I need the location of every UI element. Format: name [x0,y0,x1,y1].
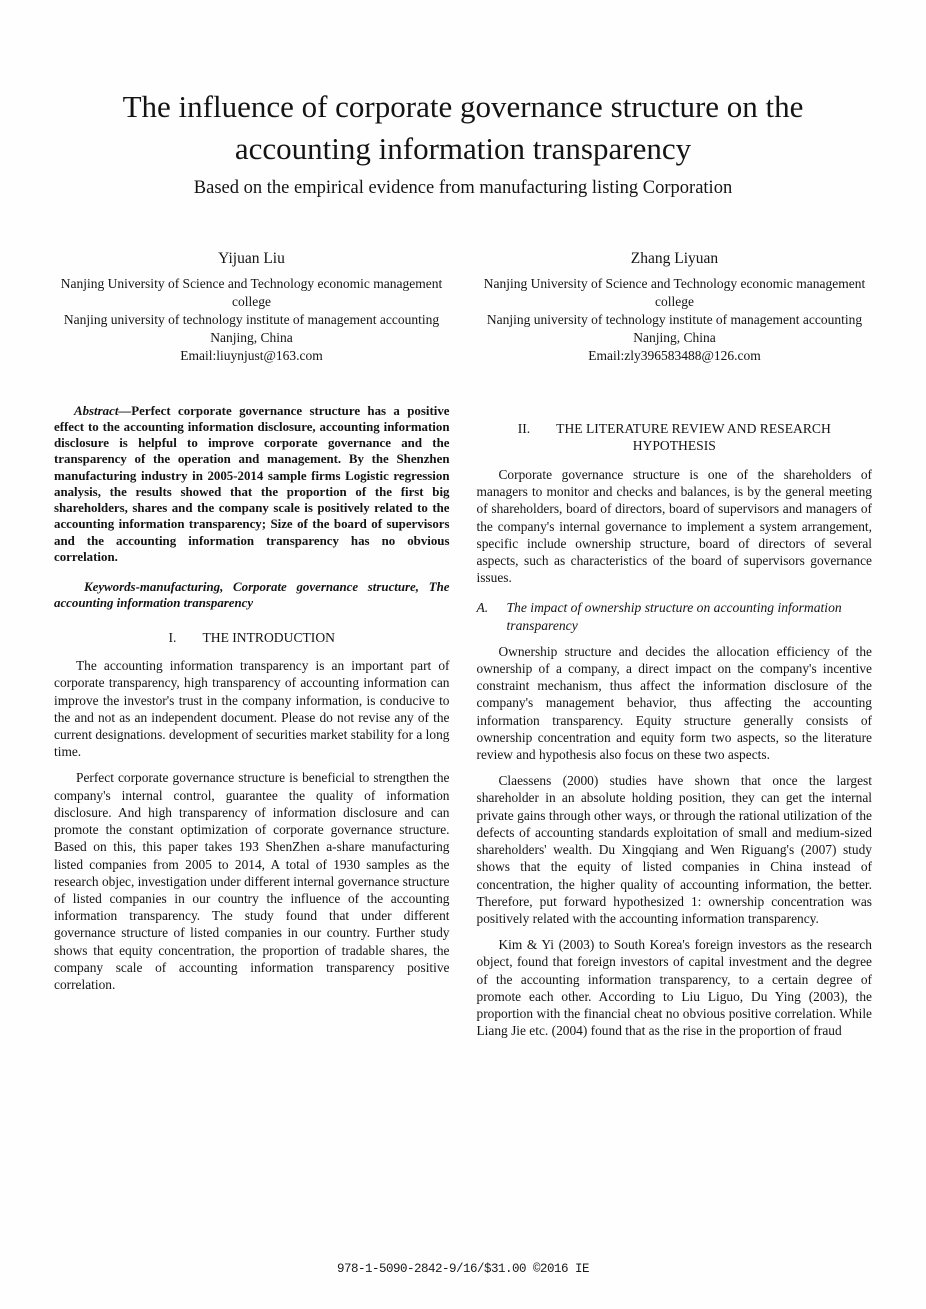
subsection-a-heading [477,599,873,634]
author-email: Email:zly396583488@126.com [588,347,761,363]
footer-copyright: 978-1-5090-2842-9/16/$31.00 ©2016 IE [336,1262,590,1276]
author-block-1 [40,250,463,365]
subsection-a-paragraph-1: Ownership structure and decides the allocation efficiency of the ownership of a company, a direct impact on the company's incentive constraint mechanism, thus affect the information disclosure of the company's management behavior, thus affecting the accounting information transparency. Equity structure generally consists of ownership concentration and equity form two aspects, so the literature review and hypothesis also focus on these two aspects. [476,643,872,763]
author-affiliation-2: Nanjing university of technology institute of management accounting [486,311,863,327]
body-columns [0,403,926,1049]
author-name: Zhang Liyuan [630,249,719,267]
right-column [477,403,873,1049]
section-heading-introduction [62,629,442,647]
intro-paragraph-1: The accounting information transparency is an important part of corporate transparency, high transparency of accounting information can improve the investor's trust in the company information, is conducive to the and not as an independent document. Please do not revise any of the current designations. development of securities market stability for a long time. [54,658,450,760]
left-column [54,403,450,1049]
author-email: Email:liuynjust@163.com [180,347,323,363]
author-location: Nanjing, China [633,329,716,345]
section-title: THE INTRODUCTION [202,629,335,645]
author-name: Yijuan Liu [218,249,285,267]
abstract-paragraph [54,403,450,566]
author-affiliation-1: Nanjing University of Science and Technology economic management college [483,275,866,309]
author-location: Nanjing, China [210,329,293,345]
page-title: The influence of corporate governance structure on the accounting information transparency [122,89,804,166]
keywords: Keywords-manufacturing, Corporate governance structure, The accounting information transparency [54,580,450,611]
abstract-label: Abstract— [74,403,132,418]
section-heading-literature [485,420,865,455]
subsection-title: The impact of ownership structure on accounting information transparency [506,600,842,634]
subsection-label: A. [476,600,489,616]
intro-paragraph-2: Perfect corporate governance structure is beneficial to strengthen the company's internal control, guarantee the quality of information disclosure. And high transparency of information disclosure and can promote the constant optimization of corporate governance structure. Based on this, this paper takes 193 ShenZhen a-share manufacturing listed companies from 2005 to 2014, A total of 1930 samples as the research objec, investigation under different internal governance structure of listed companies in our country the influence of the accounting information transparency. The study found that under different governance structure of listed companies in our country. Further study shows that equity concentration, the proportion of tradable shares, the company scale of accounting information transparency positive correlation. [54,770,450,993]
subsection-a-paragraph-2: Claessens (2000) studies have shown that once the largest shareholder in an absolute holding position, they can get the internal private gains through other ways, or through the rational utilization of the defects of accounting standards exploitation of small and medium-sized shareholders' wealth. Du Xingqiang and Wen Riguang's (2007) study shows that the equity of listed companies in China instead of concentration, the higher quality of accounting information, the better. Therefore, put forward hypothesized 1: ownership concentration was positively related with the accounting information transparency. [476,773,872,926]
abstract-text: Perfect corporate governance structure has a positive effect to the accounting information disclosure, accounting information disclosure is helpful to improve corporate governance and the transparency of the operation and management. By the Shenzhen manufacturing industry in 2005-2014 sample firms Logistic regression analysis, the results showed that the proportion of the first big shareholders, shares and the company scale is positively related to the accounting information transparency; Size of the board of supervisors and the accounting information transparency has no obvious correlation. [54,403,450,564]
author-block-2 [463,250,886,365]
subsection-a-paragraph-3: Kim & Yi (2003) to South Korea's foreign investors as the research object, found that foreign investors of capital investment and the degree of the accounting information transparency, to a certain degree of promote each other. According to Liu Liguo, Du Ying (2003), the proportion with the financial cheat no obvious positive correlation. While Liang Jie etc. (2004) found that as the rise in the proportion of fraud [476,937,872,1039]
section-number: II. [517,420,531,436]
section-title: THE LITERATURE REVIEW AND RESEARCH HYPOTHESIS [556,420,831,454]
author-affiliation-1: Nanjing University of Science and Technology economic management college [60,275,443,309]
literature-paragraph-1: Corporate governance structure is one of the shareholders of managers to monitor and checks and balances, is by the general meeting of shareholders, board of directors, board of supervisors and managers of the company's internal governance to implement a system arrangement, specific include ownership structure, board of directors of several aspects, such as characteristics of the board of supervisors governance issues. [476,466,872,586]
author-affiliation-2: Nanjing university of technology institute of management accounting [63,311,440,327]
authors-row [40,250,886,365]
page-subtitle: Based on the empirical evidence from manufacturing listing Corporation [193,177,733,198]
section-number: I. [168,629,177,645]
